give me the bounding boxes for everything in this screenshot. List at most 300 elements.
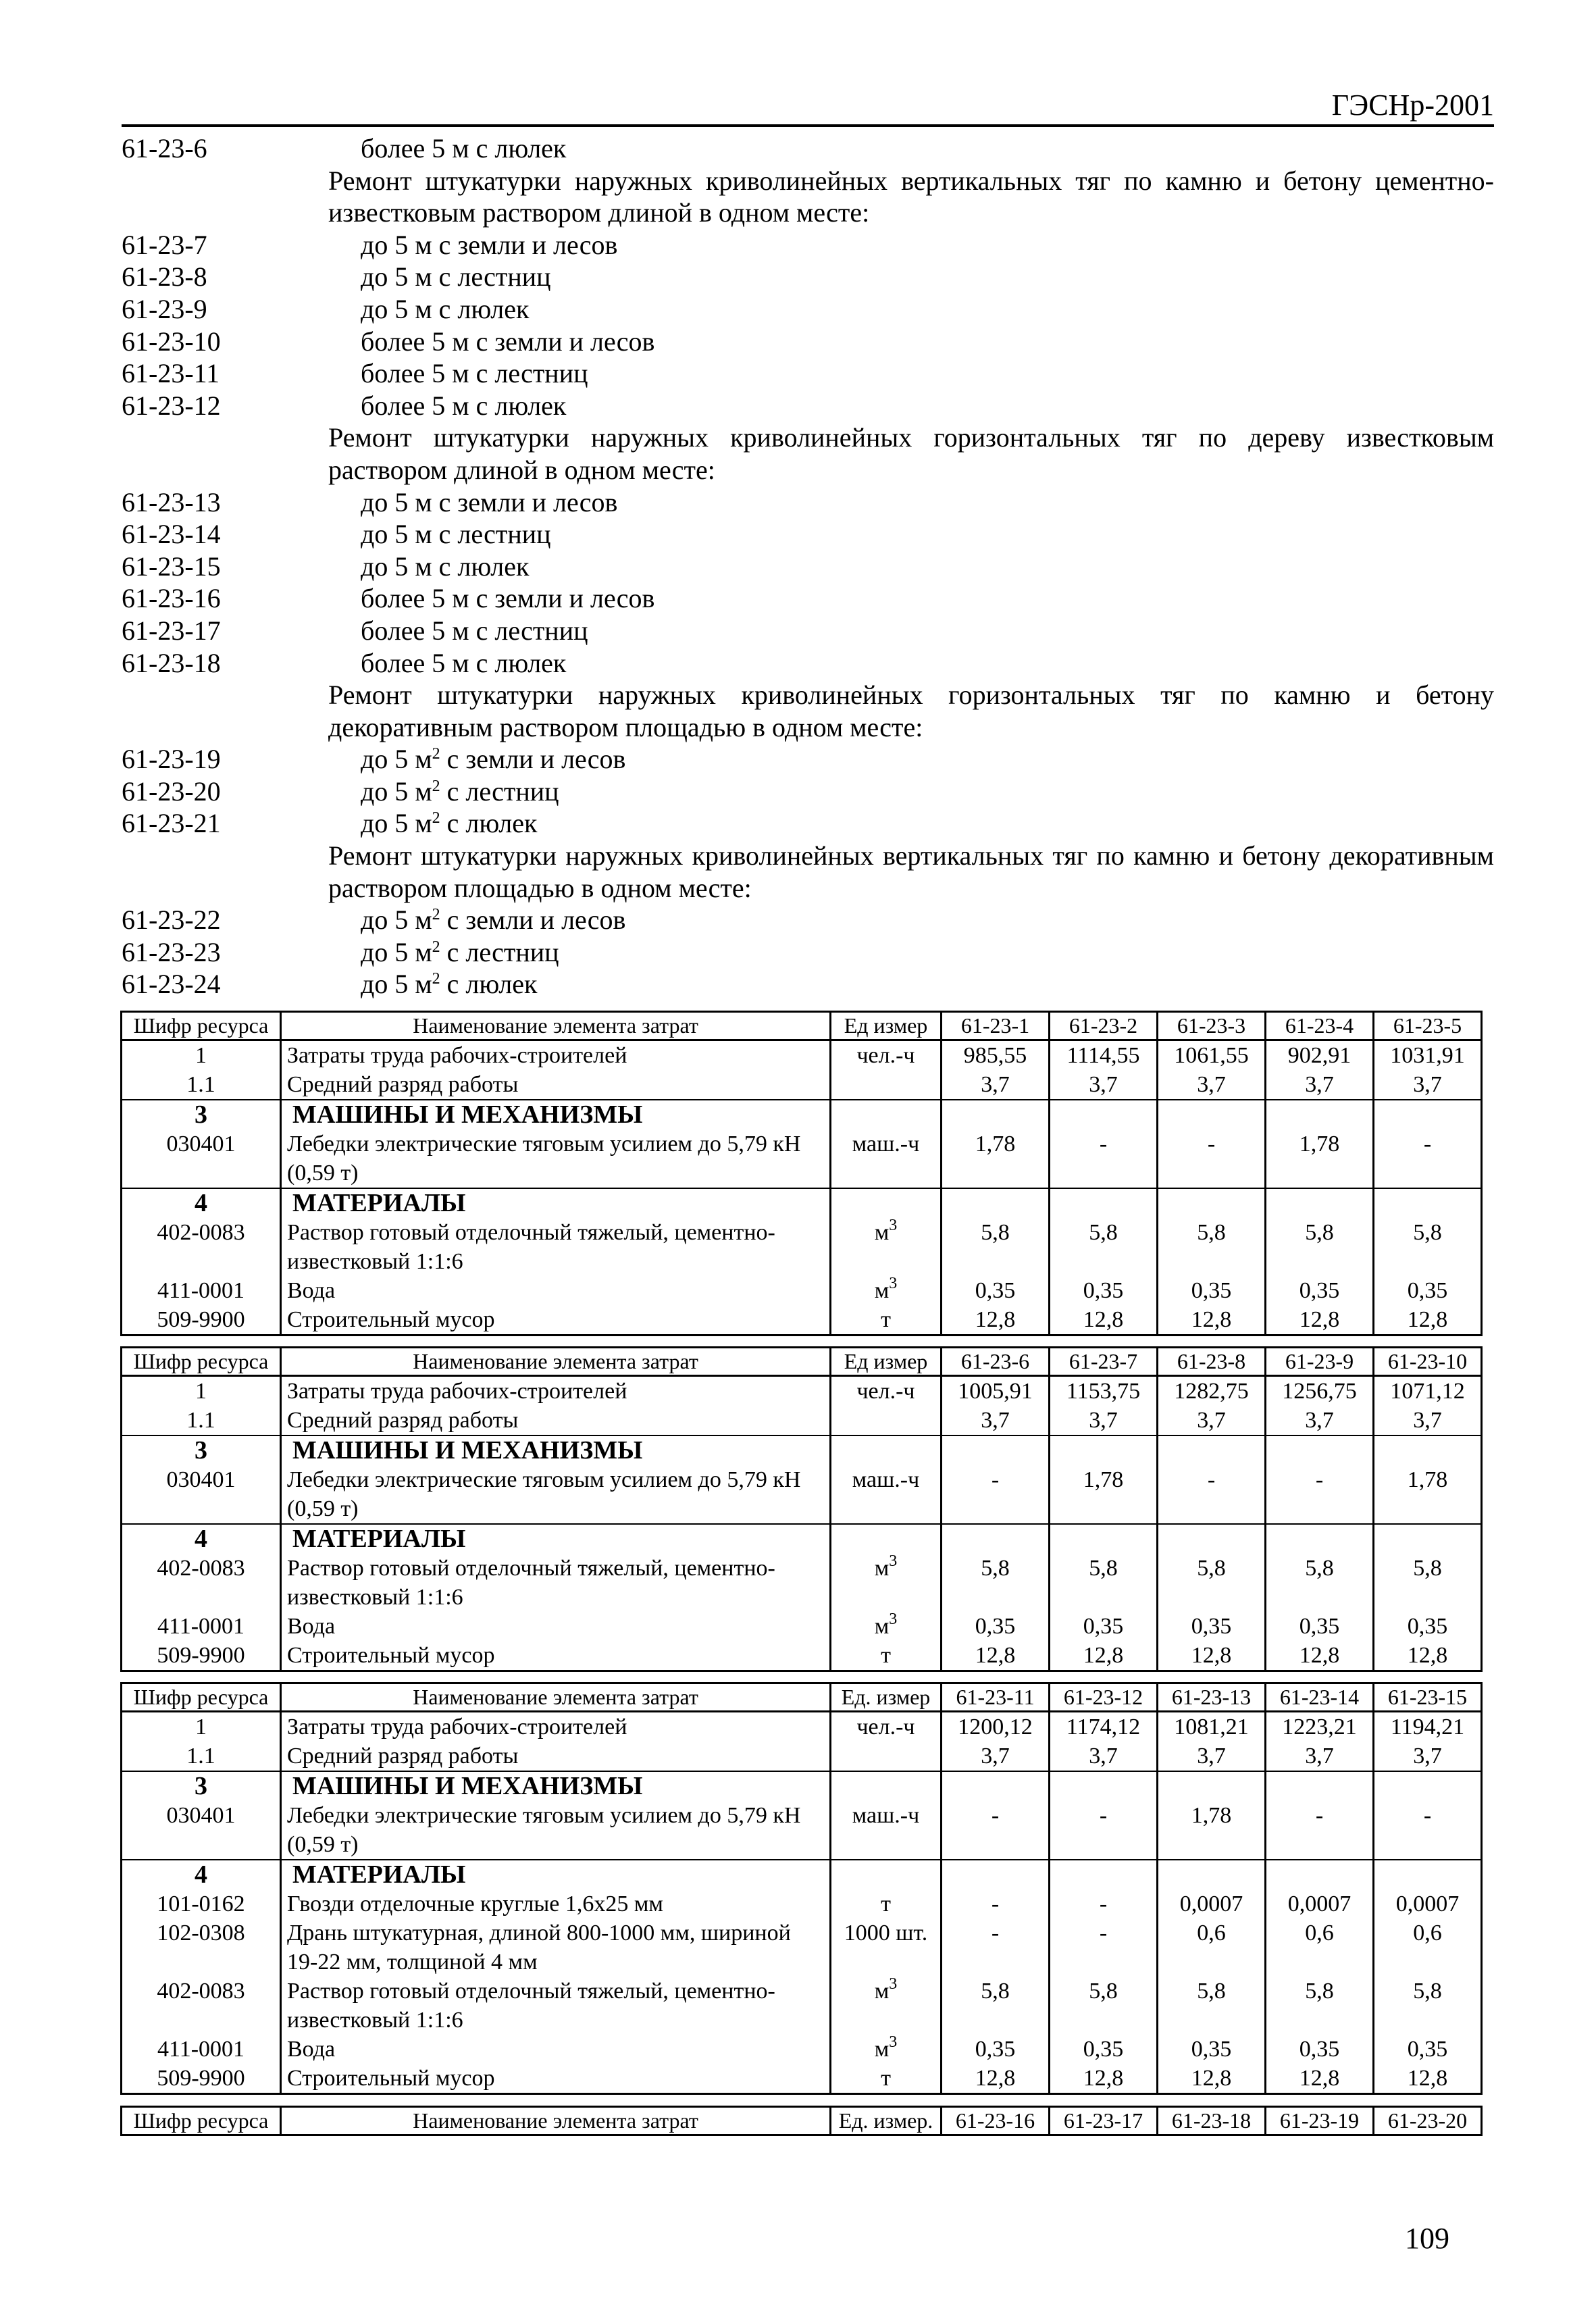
listing-item [122,582,1494,615]
resource-code: 411-0001 [157,1614,245,1639]
column-header: 61-23-17 [1050,2107,1158,2135]
unit-exponent: 2 [432,809,440,828]
value-cell: - [1158,1129,1266,1188]
value-cell: 5,8 [1374,1218,1482,1276]
listing-item [122,647,1494,680]
column-header: Ед измер [831,1012,942,1040]
listing-item [122,807,1494,840]
column-header: Ед. измер [831,1683,942,1712]
value-cell: - [1050,1801,1158,1860]
listing-item [122,551,1494,583]
norm-description: до 5 м с лестниц [361,519,551,550]
value-cell: 1153,75 [1050,1376,1158,1406]
empty-cell [1374,1860,1482,1889]
empty-cell [1158,1100,1266,1129]
column-header: 61-23-4 [1266,1012,1374,1040]
value-cell: 0,6 [1158,1918,1266,1977]
unit-cell [831,1070,942,1100]
unit-exponent: 3 [889,1276,898,1292]
empty-cell [831,1860,942,1889]
norm-code: 61-23-21 [122,808,221,839]
value-cell: 1,78 [942,1129,1050,1188]
norm-code: 61-23-10 [122,326,221,357]
value-cell: 12,8 [942,2064,1050,2094]
unit-cell: чел.-ч [831,1040,942,1071]
empty-cell [831,1100,942,1129]
column-header: Наименование элемента затрат [281,2107,831,2135]
listing-item [122,261,1494,293]
column-header: 61-23-10 [1374,1348,1482,1376]
resource-code: 402-0083 [157,1556,245,1581]
empty-cell [1158,1860,1266,1889]
resource-name: Раствор готовый отделочный тяжелый, цементно-известковый 1:1:6 [281,1554,831,1612]
unit-cell [831,2035,942,2064]
value-cell: 12,8 [1158,1305,1266,1336]
resource-name: Вода [281,2035,831,2064]
value-cell: 5,8 [1158,1218,1266,1276]
resource-code: 509-9900 [157,2066,245,2091]
value-cell: 12,8 [1374,1305,1482,1336]
unit-cell [831,1406,942,1435]
description-part: с земли и лесов [440,744,626,775]
value-cell: 3,7 [942,1070,1050,1100]
listing-item [122,486,1494,519]
column-header: 61-23-9 [1266,1348,1374,1376]
unit-exponent: 2 [432,970,440,988]
norm-code: 61-23-19 [122,744,221,775]
section-title: МАТЕРИАЛЫ [281,1860,831,1889]
norm-code: 61-23-24 [122,969,221,1000]
norm-description [361,743,625,776]
resource-name: Вода [281,1612,831,1641]
column-header: 61-23-6 [942,1348,1050,1376]
value-cell: 12,8 [942,1305,1050,1336]
value-cell: 5,8 [1374,1554,1482,1612]
group-heading: Ремонт штукатурки наружных криволинейных вертикальных тяг по камню и бетону цементно-известковым раствором длиной в одном месте: [328,165,1494,228]
value-cell: 1,78 [1374,1465,1482,1524]
norm-description: более 5 м с земли и лесов [361,583,655,614]
value-cell: - [1050,1889,1158,1918]
empty-cell [1158,1524,1266,1554]
listing-item [122,390,1494,422]
unit-cell [831,1218,942,1276]
resource-name: Затраты труда рабочих-строителей [281,1040,831,1071]
norm-description [361,776,559,808]
value-cell: 5,8 [1266,1218,1374,1276]
resource-name: Лебедки электрические тяговым усилием до 5,79 кН (0,59 т) [281,1129,831,1188]
resource-name: Раствор готовый отделочный тяжелый, цементно-известковый 1:1:6 [281,1977,831,2035]
unit-exponent: 3 [889,1218,898,1234]
resource-name: Средний разряд работы [281,1406,831,1435]
norm-code: 61-23-6 [122,133,207,163]
value-cell: 0,35 [942,1612,1050,1641]
section-row [122,1524,1482,1554]
resource-name: Строительный мусор [281,1305,831,1336]
resource-name: Строительный мусор [281,2064,831,2094]
norm-code: 61-23-15 [122,551,221,582]
norm-description: до 5 м с земли и лесов [361,486,618,517]
norm-code: 61-23-12 [122,390,221,421]
value-cell: 0,0007 [1158,1889,1266,1918]
listing-item [122,936,1494,969]
column-header: Ед. измер. [831,2107,942,2135]
table-row [122,1554,1482,1612]
value-cell: - [1050,1129,1158,1188]
value-cell: 1256,75 [1266,1376,1374,1406]
column-header: Шифр ресурса [122,1012,281,1040]
listing-item [122,326,1494,358]
value-cell: 1,78 [1050,1465,1158,1524]
description-part: с лестниц [440,936,559,967]
section-row [122,1771,1482,1801]
value-cell: 12,8 [1266,1305,1374,1336]
resource-table-1 [120,1011,1483,1336]
column-header: 61-23-5 [1374,1012,1482,1040]
value-cell: 1005,91 [942,1376,1050,1406]
value-cell: - [1374,1801,1482,1860]
column-header: 61-23-13 [1158,1683,1266,1712]
unit: м [874,1556,890,1581]
value-cell: 0,35 [1158,2035,1266,2064]
value-cell: 0,35 [1374,2035,1482,2064]
value-cell: 5,8 [942,1554,1050,1612]
norm-description: до 5 м с люлек [361,293,530,324]
description-part: с лестниц [440,776,559,807]
value-cell: 0,0007 [1266,1889,1374,1918]
group-heading: Ремонт штукатурки наружных криволинейных горизонтальных тяг по камню и бетону декоративным раствором площадью в одном месте: [328,680,1494,742]
value-cell: 0,35 [1266,1276,1374,1305]
value-cell: 0,35 [1050,1276,1158,1305]
table-row [122,1801,1482,1860]
value-cell: 1031,91 [1374,1040,1482,1071]
table-row [122,1612,1482,1641]
norm-code: 61-23-13 [122,486,221,517]
unit-cell [831,1612,942,1641]
norm-description: до 5 м с земли и лесов [361,229,618,260]
norm-code: 61-23-7 [122,229,207,260]
resource-code: 411-0001 [157,2037,245,2062]
value-cell: 3,7 [1374,1070,1482,1100]
value-cell: 5,8 [1158,1554,1266,1612]
unit: м [874,1979,890,2004]
value-cell: 12,8 [1266,1641,1374,1671]
resource-name: Строительный мусор [281,1641,831,1671]
empty-cell [942,1524,1050,1554]
norm-code: 61-23-9 [122,293,207,324]
column-header: Наименование элемента затрат [281,1012,831,1040]
value-cell: 1282,75 [1158,1376,1266,1406]
value-cell: 3,7 [1158,1406,1266,1435]
unit-exponent: 3 [889,2035,898,2051]
value-cell: 0,35 [1158,1612,1266,1641]
column-header: 61-23-15 [1374,1683,1482,1712]
section-title: МАТЕРИАЛЫ [281,1188,831,1218]
description-part: до 5 м [361,905,432,936]
section-row [122,1188,1482,1218]
table-row [122,1276,1482,1305]
column-header: 61-23-18 [1158,2107,1266,2135]
unit-exponent: 2 [432,745,440,763]
listing-item [122,229,1494,261]
empty-cell [831,1524,942,1554]
value-cell: 12,8 [942,1641,1050,1671]
norm-code: 61-23-16 [122,583,221,614]
value-cell: 3,7 [1050,1742,1158,1771]
resource-table-2 [120,1346,1483,1672]
value-cell: 12,8 [1050,1641,1158,1671]
resource-code: 1 [195,1379,207,1404]
norm-code: 61-23-14 [122,519,221,550]
resource-name: Раствор готовый отделочный тяжелый, цементно-известковый 1:1:6 [281,1218,831,1276]
resource-name: Средний разряд работы [281,1070,831,1100]
norm-description: более 5 м с люлек [361,390,567,421]
value-cell: 5,8 [1158,1977,1266,2035]
section-title: МАШИНЫ И МЕХАНИЗМЫ [281,1100,831,1129]
section-title: МАШИНЫ И МЕХАНИЗМЫ [281,1435,831,1465]
listing-item [122,518,1494,551]
resource-table-4 [120,2106,1483,2136]
value-cell: 902,91 [1266,1040,1374,1071]
unit-cell: т [831,1305,942,1336]
empty-cell [1050,1188,1158,1218]
description-part: до 5 м [361,808,432,839]
table-row [122,2064,1482,2094]
value-cell: 0,35 [1158,1276,1266,1305]
value-cell: 3,7 [942,1406,1050,1435]
resource-code: 4 [195,1525,207,1553]
value-cell: 3,7 [1050,1070,1158,1100]
table-row [122,1918,1482,1977]
resource-name: Лебедки электрические тяговым усилием до 5,79 кН (0,59 т) [281,1801,831,1860]
value-cell: 1071,12 [1374,1376,1482,1406]
value-cell: 3,7 [1158,1070,1266,1100]
empty-cell [1374,1188,1482,1218]
unit-cell [831,1276,942,1305]
running-header: ГЭСНр-2001 [122,86,1494,127]
norm-code: 61-23-22 [122,905,221,936]
empty-cell [1050,1860,1158,1889]
resource-name: Гвозди отделочные круглые 1,6х25 мм [281,1889,831,1918]
column-header: 61-23-16 [942,2107,1050,2135]
value-cell: 12,8 [1050,1305,1158,1336]
column-header: 61-23-20 [1374,2107,1482,2135]
value-cell: - [942,1918,1050,1977]
unit: м [874,1220,890,1245]
empty-cell [1266,1100,1374,1129]
resource-code: 402-0083 [157,1979,245,2004]
empty-cell [1158,1188,1266,1218]
unit-cell: т [831,2064,942,2094]
empty-cell [831,1771,942,1801]
empty-cell [1266,1860,1374,1889]
value-cell: 5,8 [1266,1554,1374,1612]
empty-cell [1050,1100,1158,1129]
column-header: 61-23-19 [1266,2107,1374,2135]
resource-code: 3 [195,1772,207,1800]
table-header-row [122,1683,1482,1712]
norm-description: более 5 м с земли и лесов [361,326,655,357]
column-header: Шифр ресурса [122,2107,281,2135]
value-cell: 5,8 [1050,1977,1158,2035]
section-title: МАТЕРИАЛЫ [281,1524,831,1554]
norm-description [361,936,559,969]
resource-name: Вода [281,1276,831,1305]
table-row [122,1406,1482,1435]
resource-name: Лебедки электрические тяговым усилием до 5,79 кН (0,59 т) [281,1465,831,1524]
value-cell: 1061,55 [1158,1040,1266,1071]
norm-code: 61-23-18 [122,647,221,678]
norm-code: 61-23-20 [122,776,221,807]
value-cell: 5,8 [942,1977,1050,2035]
value-cell: 5,8 [942,1218,1050,1276]
listing-item [122,904,1494,936]
description-part: до 5 м [361,969,432,1000]
table-row [122,1305,1482,1336]
table-row [122,1641,1482,1671]
description-part: до 5 м [361,776,432,807]
resource-code: 1 [195,1043,207,1068]
value-cell: 1200,12 [942,1712,1050,1742]
column-header: 61-23-11 [942,1683,1050,1712]
norm-description: до 5 м с лестниц [361,261,551,293]
unit-cell [831,1554,942,1612]
unit-exponent: 2 [432,906,440,924]
value-cell: 0,6 [1374,1918,1482,1977]
value-cell: 0,35 [942,2035,1050,2064]
unit-cell [831,1742,942,1771]
empty-cell [1374,1771,1482,1801]
table-row [122,1742,1482,1771]
norms-listing [122,132,1494,1000]
norm-description: более 5 м с лестниц [361,615,588,646]
value-cell: 0,35 [1266,2035,1374,2064]
empty-cell [1374,1524,1482,1554]
unit-exponent: 2 [432,938,440,956]
column-header: Шифр ресурса [122,1348,281,1376]
table-row [122,1465,1482,1524]
value-cell: 3,7 [1266,1742,1374,1771]
value-cell: 12,8 [1158,2064,1266,2094]
value-cell: 1081,21 [1158,1712,1266,1742]
value-cell: - [1050,1918,1158,1977]
unit-exponent: 3 [889,1612,898,1628]
norm-code: 61-23-11 [122,358,220,389]
description-part: до 5 м [361,744,432,775]
unit-cell: маш.-ч [831,1129,942,1188]
table-row [122,1129,1482,1188]
empty-cell [831,1435,942,1465]
empty-cell [1266,1771,1374,1801]
resource-name: Затраты труда рабочих-строителей [281,1712,831,1742]
value-cell: - [1266,1801,1374,1860]
column-header: 61-23-2 [1050,1012,1158,1040]
unit-exponent: 3 [889,1977,898,1993]
value-cell: 3,7 [942,1742,1050,1771]
value-cell: 12,8 [1158,1641,1266,1671]
table-row [122,1712,1482,1742]
norm-description: более 5 м с люлек [361,133,567,163]
column-header: Ед измер [831,1348,942,1376]
unit: м [874,1278,890,1303]
value-cell: 12,8 [1374,1641,1482,1671]
resource-code: 411-0001 [157,1278,245,1303]
empty-cell [942,1771,1050,1801]
empty-cell [942,1100,1050,1129]
value-cell: 3,7 [1050,1406,1158,1435]
resource-code: 3 [195,1100,207,1129]
value-cell: - [942,1889,1050,1918]
value-cell: 1174,12 [1050,1712,1158,1742]
empty-cell [1266,1524,1374,1554]
description-part: с люлек [440,969,538,1000]
description-part: с земли и лесов [440,905,626,936]
unit-cell: маш.-ч [831,1465,942,1524]
table-row [122,1070,1482,1100]
resource-code: 3 [195,1436,207,1465]
unit-cell: чел.-ч [831,1712,942,1742]
empty-cell [942,1860,1050,1889]
empty-cell [831,1188,942,1218]
norm-description: до 5 м с люлек [361,551,530,582]
description-part: до 5 м [361,936,432,967]
column-header: 61-23-8 [1158,1348,1266,1376]
value-cell: 5,8 [1050,1218,1158,1276]
column-header: Наименование элемента затрат [281,1348,831,1376]
column-header: 61-23-7 [1050,1348,1158,1376]
value-cell: - [1374,1129,1482,1188]
norm-code: 61-23-23 [122,936,221,967]
unit-cell: чел.-ч [831,1376,942,1406]
table-row [122,1218,1482,1276]
value-cell: 1,78 [1266,1129,1374,1188]
listing-item [122,615,1494,647]
value-cell: 1114,55 [1050,1040,1158,1071]
empty-cell [1266,1188,1374,1218]
norm-description [361,807,537,840]
value-cell: 0,35 [1050,1612,1158,1641]
resource-table-3 [120,1682,1483,2095]
resource-code: 101-0162 [157,1891,245,1916]
value-cell: 0,6 [1266,1918,1374,1977]
resource-code: 030401 [122,1129,281,1188]
empty-cell [1374,1100,1482,1129]
norm-code: 61-23-8 [122,261,207,293]
value-cell: 3,7 [1374,1742,1482,1771]
empty-cell [1050,1435,1158,1465]
resource-code: 030401 [122,1801,281,1860]
value-cell: - [1158,1465,1266,1524]
unit-cell: т [831,1641,942,1671]
resource-code: 102-0308 [157,1921,245,1946]
listing-item [122,357,1494,390]
value-cell: 3,7 [1374,1406,1482,1435]
value-cell: 0,35 [1374,1612,1482,1641]
resource-code: 509-9900 [157,1307,245,1332]
value-cell: 3,7 [1158,1742,1266,1771]
value-cell: 5,8 [1374,1977,1482,2035]
resource-code: 1.1 [122,1070,281,1100]
empty-cell [1266,1435,1374,1465]
column-header: 61-23-14 [1266,1683,1374,1712]
listing-item [122,776,1494,808]
value-cell: 12,8 [1050,2064,1158,2094]
table-header-row [122,1012,1482,1040]
empty-cell [1050,1524,1158,1554]
empty-cell [1374,1435,1482,1465]
section-row [122,1435,1482,1465]
page-number: 109 [1405,2222,1449,2255]
table-row [122,1977,1482,2035]
